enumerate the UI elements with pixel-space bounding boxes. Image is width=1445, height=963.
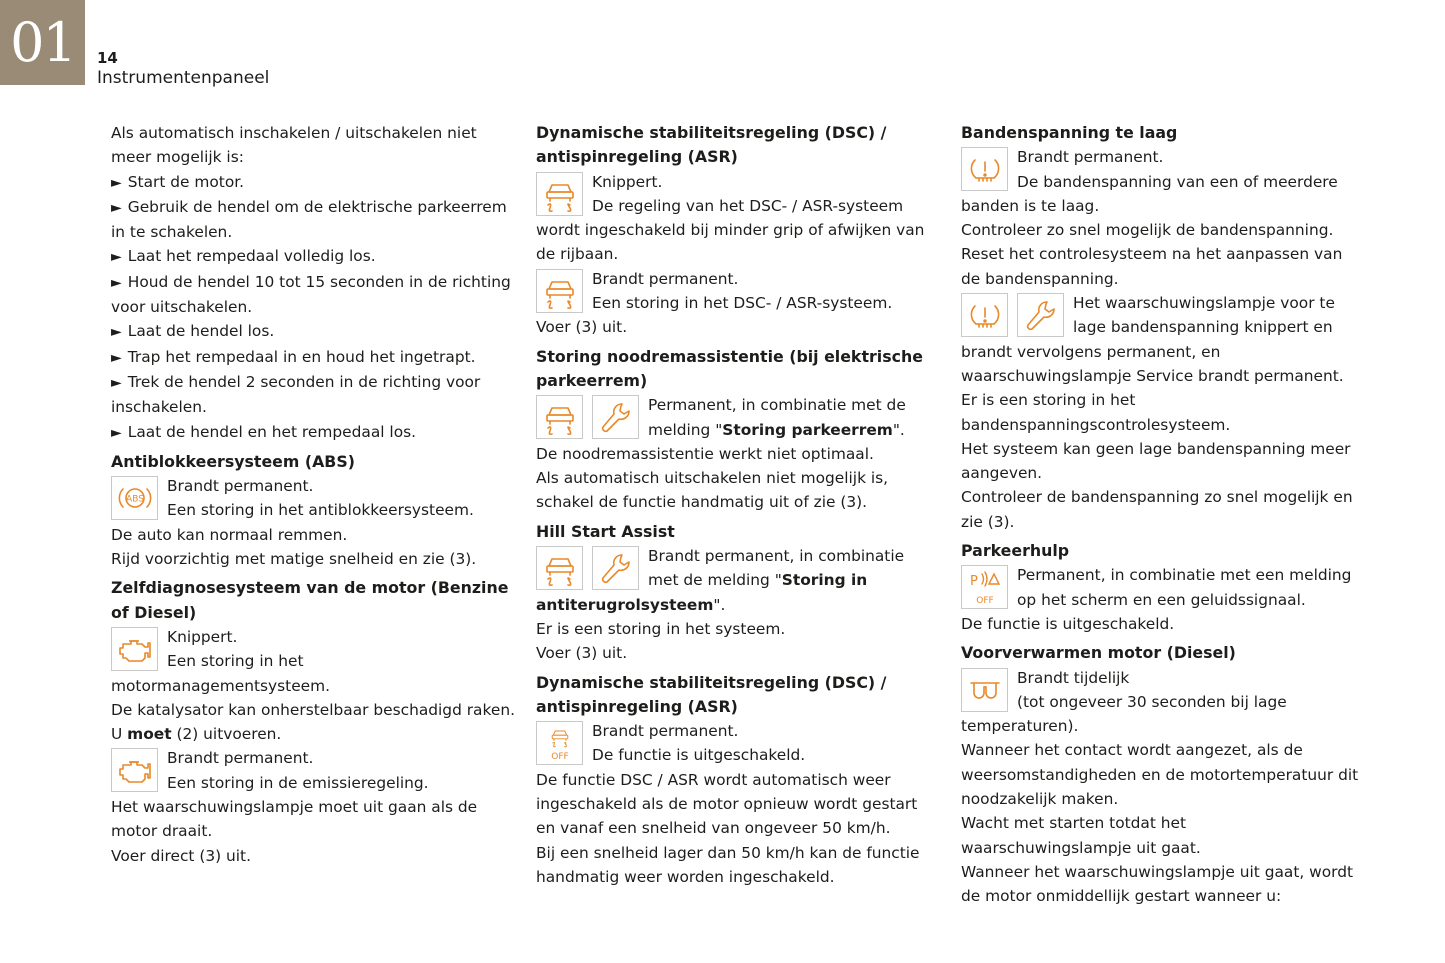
engine-a-line-1: Knippert.	[167, 627, 238, 646]
engine-b-line-4: Voer direct (3) uit.	[111, 846, 251, 865]
preheat-line-4: Wacht met starten totdat het waarschuwingslampje uit gaat.	[961, 814, 1201, 857]
dsc-off-line-2: De functie is uitgeschakeld.	[592, 746, 806, 765]
step-item: ► Start de motor.	[111, 172, 245, 191]
tyre-pressure-heading: Bandenspanning te laag	[961, 123, 1178, 142]
tyre-b-line-2: Er is een storing in het bandenspanningscontrolesysteem.	[961, 391, 1231, 434]
dsc-off-line-4: Bij een snelheid lager dan 50 km/h kan de functie handmatig weer worden ingeschakeld.	[536, 843, 920, 886]
skid-car-icon	[536, 172, 583, 216]
engine-warning-icon	[111, 748, 158, 792]
brake-line-3: Als automatisch uitschakelen niet mogelijk is, schakel de functie handmatig uit of zie (3).	[536, 469, 889, 512]
brake-line-2: De noodremassistentie werkt niet optimaal.	[536, 444, 874, 463]
dsc-heading: Dynamische stabiliteitsregeling (DSC) / antispinregeling (ASR)	[536, 123, 887, 167]
preheat-line-5: Wanneer het waarschuwingslampje uit gaat, wordt de motor onmiddellijk gestart wanneer u:	[961, 862, 1354, 906]
engine-b-line-2: Een storing in de emissieregeling.	[167, 773, 429, 792]
park-line-1: Permanent, in combinatie met een melding op het scherm en een geluidssignaal.	[1017, 566, 1352, 609]
abs-line-2: Een storing in het antiblokkeersysteem.	[167, 501, 474, 520]
tyre-b-line-1: Het waarschuwingslampje voor te lage bandenspanning knippert en brandt vervolgens permanent, en waarschuwingslampje Service brandt permanent.	[961, 294, 1344, 385]
bullet-triangle-icon: ►	[111, 174, 122, 191]
engine-a-line-3: De katalysator kan onherstelbaar beschadigd raken.	[111, 700, 515, 719]
tyre-b-line-3: Het systeem kan geen lage bandenspanning meer aangeven.	[961, 439, 1351, 483]
column-3	[961, 121, 1361, 909]
step-item: ► Gebruik de hendel om de elektrische parkeerrem in te schakelen.	[111, 197, 507, 242]
column-2	[536, 121, 936, 889]
engine-b-line-3: Het waarschuwingslampje moet uit gaan als de motor draait.	[111, 798, 478, 841]
svg-text:OFF: OFF	[550, 752, 569, 763]
svg-text:P: P	[969, 574, 978, 590]
dsc-off-line-3: De functie DSC / ASR wordt automatisch weer ingeschakeld als de motor opnieuw wordt gestart en vanaf een snelheid van ongeveer 50 km/h.	[536, 770, 918, 838]
wrench-icon	[592, 546, 639, 590]
skid-car-icon	[536, 395, 583, 439]
svg-text:ABS: ABS	[125, 494, 144, 505]
skid-car-icon	[536, 269, 583, 313]
chapter-number: 01	[10, 11, 75, 74]
section-title: Instrumentenpaneel	[97, 68, 270, 88]
abs-warning-icon	[111, 476, 158, 520]
engine-b-line-1: Brandt permanent.	[167, 749, 314, 768]
hill-line-1: Brandt permanent, in combinatie met de melding "Storing in antiterugrolsysteem".	[536, 547, 905, 614]
engine-a-line-4: U moet (2) uitvoeren.	[111, 725, 282, 744]
intro-text: Als automatisch inschakelen / uitschakelen niet meer mogelijk is:	[111, 124, 477, 167]
abs-line-3: De auto kan normaal remmen.	[111, 525, 348, 544]
bullet-triangle-icon: ►	[111, 199, 122, 216]
bullet-triangle-icon: ►	[111, 249, 122, 266]
dsc-b-line-1: Brandt permanent.	[592, 269, 739, 288]
step-item: ► Laat de hendel en het rempedaal los.	[111, 422, 417, 441]
hill-start-heading: Hill Start Assist	[536, 521, 675, 541]
bullet-triangle-icon: ►	[111, 424, 122, 441]
preheat-line-2: (tot ongeveer 30 seconden bij lage temperaturen).	[961, 692, 1287, 736]
park-line-2: De functie is uitgeschakeld.	[961, 614, 1175, 633]
step-item: ► Laat het rempedaal volledig los.	[111, 247, 376, 266]
bullet-triangle-icon: ►	[111, 274, 122, 291]
wrench-icon	[592, 395, 639, 439]
step-item: ► Laat de hendel los.	[111, 322, 275, 341]
engine-warning-icon	[111, 627, 158, 671]
abs-line-1: Brandt permanent.	[167, 477, 314, 496]
preheat-line-3: Wanneer het contact wordt aangezet, als de weersomstandigheden en de motortemperatuur dit noodzakelijk maken.	[961, 741, 1359, 809]
tyre-line-2: De bandenspanning van een of meerdere banden is te laag.	[961, 172, 1338, 215]
dsc-off-heading: Dynamische stabiliteitsregeling (DSC) / antispinregeling (ASR)	[536, 672, 887, 716]
abs-line-4: Rijd voorzichtig met matige snelheid en zie (3).	[111, 550, 477, 569]
dsc-b-line-3: Voer (3) uit.	[536, 318, 628, 337]
dsc-b-line-2: Een storing in het DSC- / ASR-systeem.	[592, 294, 893, 313]
tyre-line-4: Reset het controlesysteem na het aanpassen van de bandenspanning.	[961, 245, 1343, 288]
column-1	[111, 121, 521, 868]
bullet-triangle-icon: ►	[111, 324, 122, 341]
brake-assist-heading: Storing noodremassistentie (bij elektrische parkeerrem)	[536, 346, 923, 390]
tyre-pressure-icon	[961, 293, 1008, 337]
park-assist-off-icon	[961, 565, 1008, 609]
park-assist-heading: Parkeerhulp	[961, 541, 1070, 561]
preheat-line-1: Brandt tijdelijk	[1017, 668, 1130, 687]
tyre-line-1: Brandt permanent.	[1017, 148, 1164, 167]
dsc-a-line-1: Knippert.	[592, 172, 663, 191]
svg-text:OFF: OFF	[975, 596, 994, 607]
preheat-coil-icon	[961, 668, 1008, 712]
tyre-b-line-4: Controleer de bandenspanning zo snel mogelijk en zie (3).	[961, 488, 1353, 531]
skid-car-icon	[536, 546, 583, 590]
step-item: ► Houd de hendel 10 tot 15 seconden in de richting voor uitschakelen.	[111, 272, 511, 317]
dsc-off-line-1: Brandt permanent.	[592, 722, 739, 741]
bullet-triangle-icon: ►	[111, 374, 122, 391]
hill-line-3: Voer (3) uit.	[536, 644, 628, 663]
page-number: 14	[97, 49, 118, 67]
engine-heading: Zelfdiagnosesysteem van de motor (Benzine of Diesel)	[111, 578, 509, 622]
step-item: ► Trek de hendel 2 seconden in de richting voor inschakelen.	[111, 372, 481, 417]
tyre-line-3: Controleer zo snel mogelijk de bandenspanning.	[961, 221, 1334, 240]
dsc-a-line-2: De regeling van het DSC- / ASR-systeem wordt ingeschakeld bij minder grip of afwijken van de rijbaan.	[536, 196, 925, 264]
brake-line-1: Permanent, in combinatie met de melding "Storing parkeerrem".	[648, 396, 906, 439]
tyre-pressure-icon	[961, 147, 1008, 191]
hill-line-2: Er is een storing in het systeem.	[536, 619, 786, 638]
abs-heading: Antiblokkeersysteem (ABS)	[111, 451, 355, 471]
chapter-tab	[0, 0, 85, 85]
step-item: ► Trap het rempedaal in en houd het ingetrapt.	[111, 347, 476, 366]
engine-a-line-2: Een storing in het motormanagementsysteem.	[111, 652, 331, 695]
preheat-heading: Voorverwarmen motor (Diesel)	[961, 643, 1236, 663]
skid-car-off-icon	[536, 721, 583, 765]
bullet-triangle-icon: ►	[111, 349, 122, 366]
wrench-icon	[1017, 293, 1064, 337]
